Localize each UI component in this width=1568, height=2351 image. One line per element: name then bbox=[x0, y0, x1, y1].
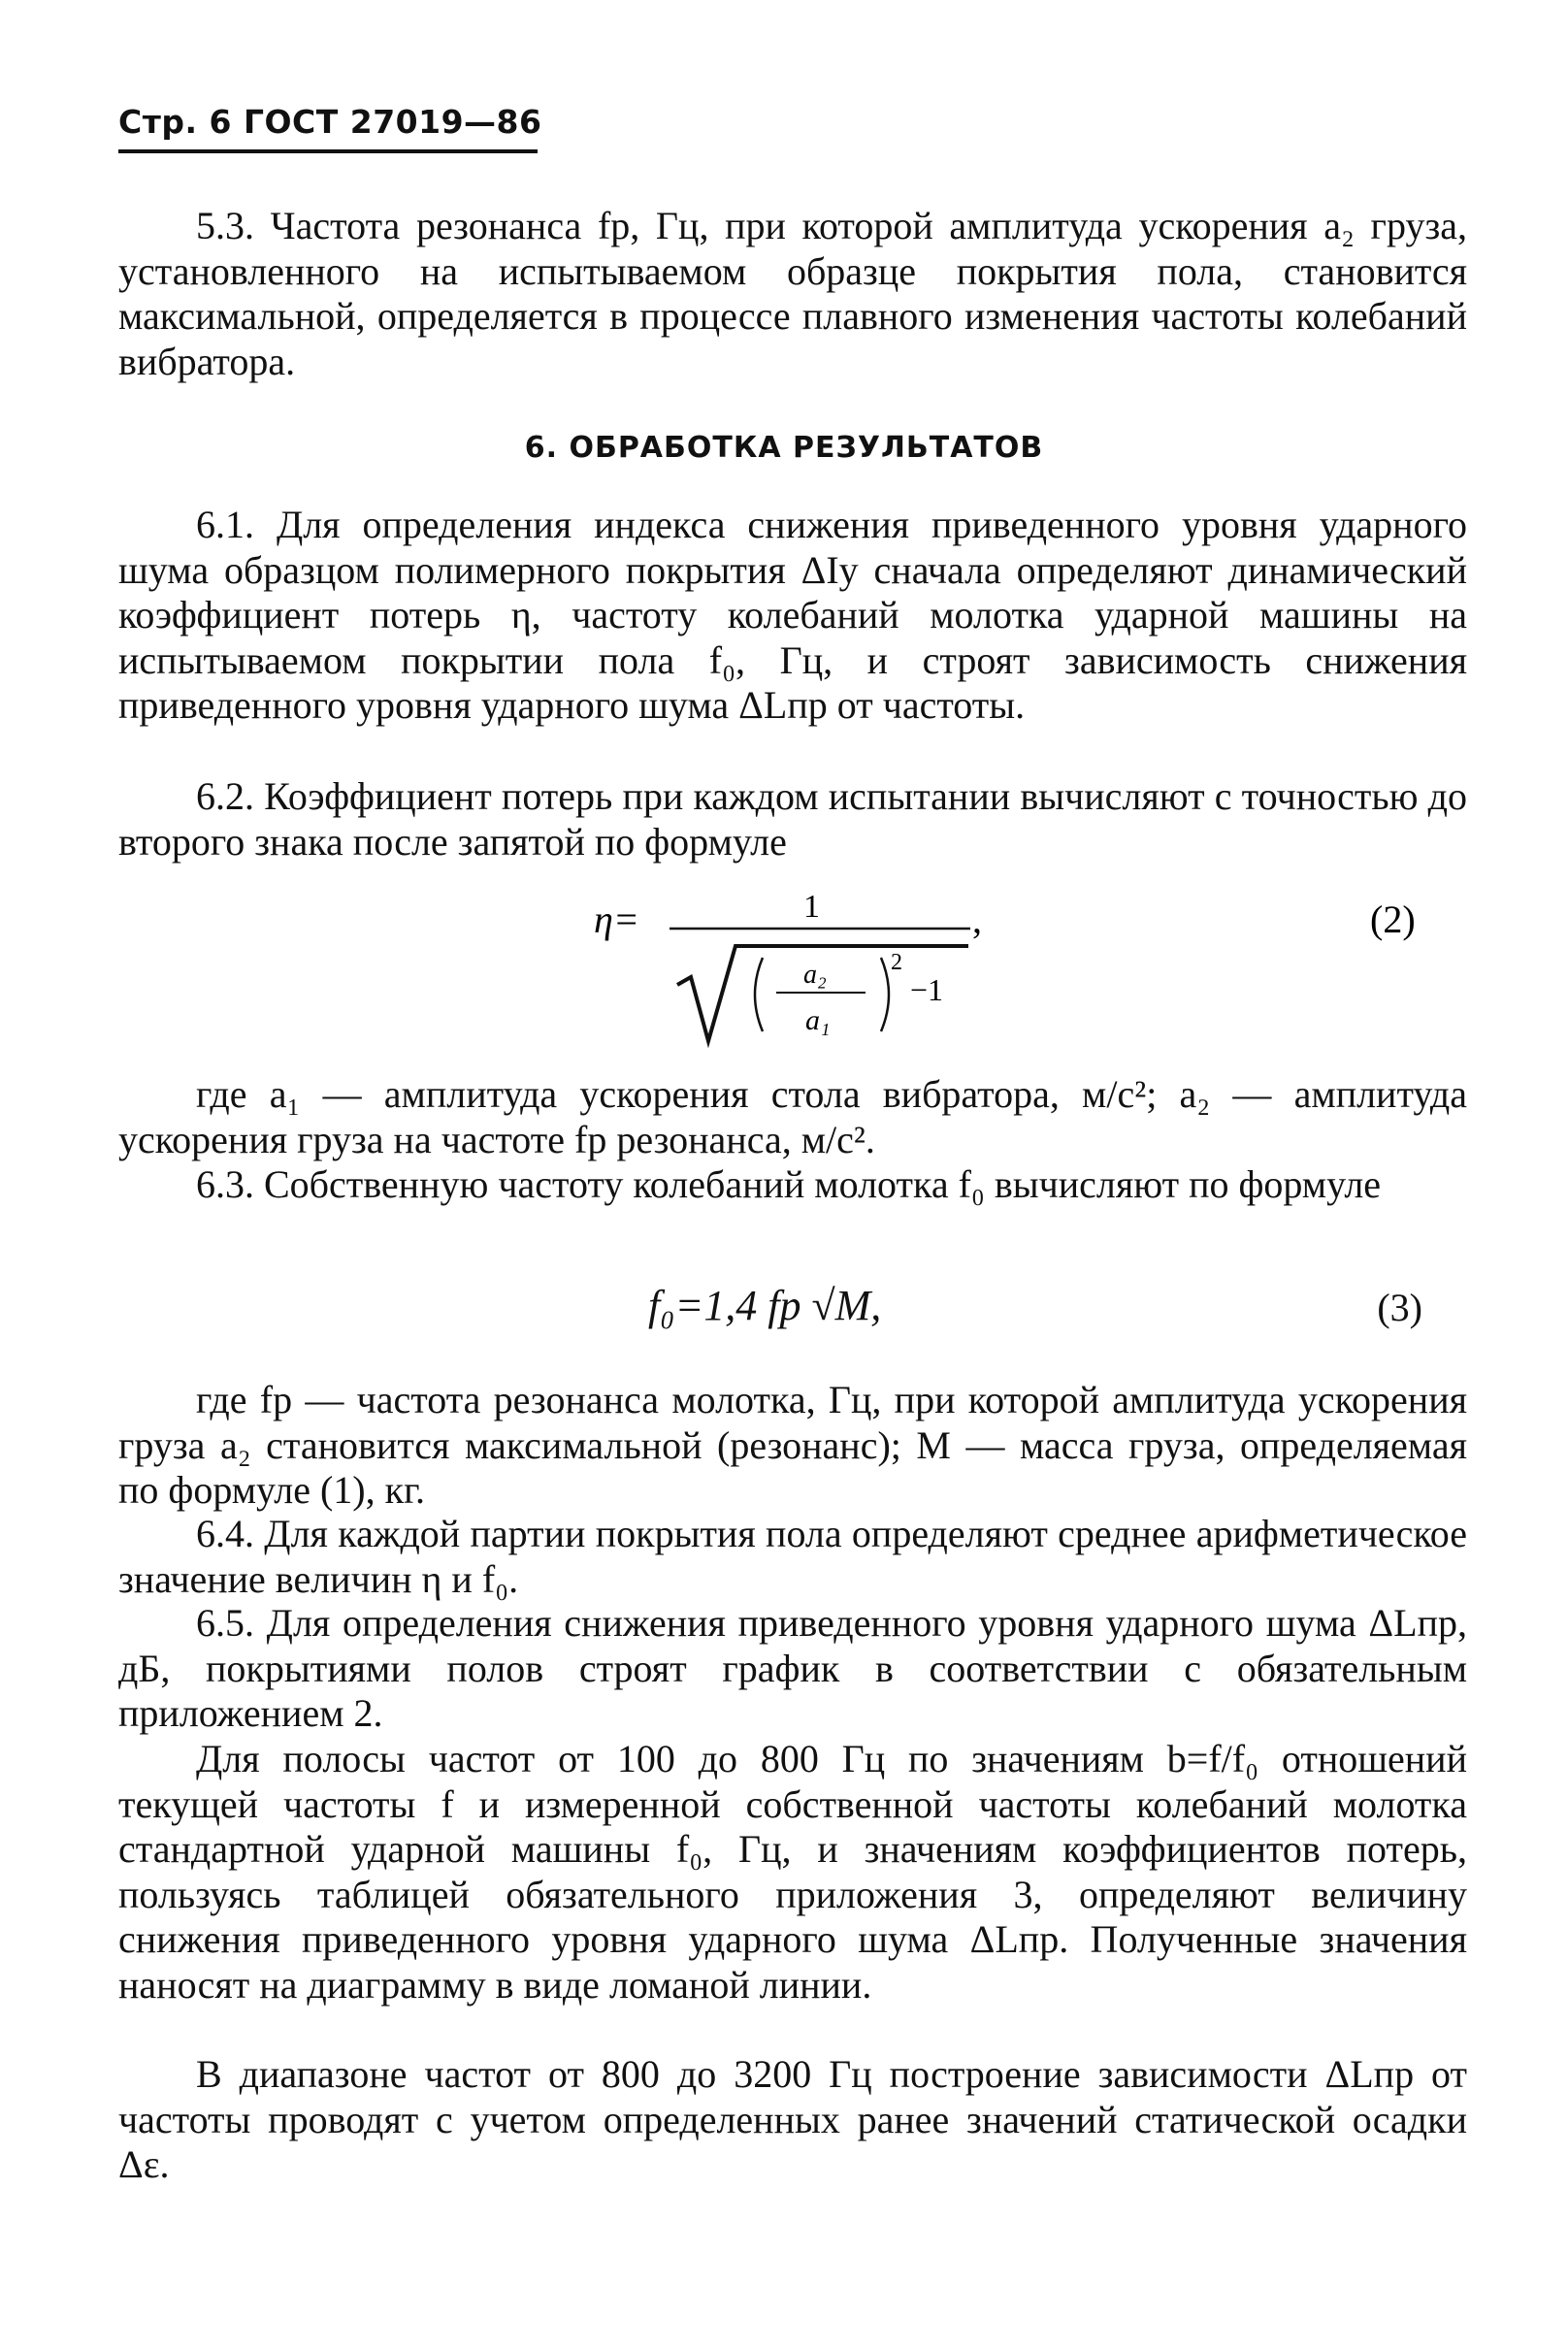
paragraph-6-2-where: где a₁ — амплитуда ускорения стола вибратора, м/с²; a₂ — амплитуда ускорения груза на частоте fр резонанса, м/с². bbox=[118, 1072, 1467, 1161]
header-rule bbox=[118, 149, 538, 153]
formula-2-exponent: 2 bbox=[891, 950, 902, 975]
formula-3-number: (3) bbox=[1377, 1286, 1422, 1329]
running-header: Стр. 6 ГОСТ 27019—86 bbox=[118, 103, 542, 141]
paragraph-6-4: 6.4. Для каждой партии покрытия пола определяют среднее арифметическое значение величин η и f₀. bbox=[118, 1512, 1467, 1601]
section-title: 6. ОБРАБОТКА РЕЗУЛЬТАТОВ bbox=[524, 431, 1044, 465]
paragraph-6-2: 6.2. Коэффициент потерь при каждом испытании вычисляют с точностью до второго знака после запятой по формуле bbox=[118, 774, 1467, 864]
formula-2-minus-one: −1 bbox=[910, 972, 944, 1007]
paragraph-6-3-where: где fр — частота резонанса молотка, Гц, при которой амплитуда ускорения груза a₂ становится максимальной (резонанс); M — масса груза, определяемая по формуле (1), кг. bbox=[118, 1378, 1467, 1512]
formula-2-inner-denominator: a₁ bbox=[805, 1004, 831, 1036]
formula-3 bbox=[0, 1281, 1568, 1349]
paragraph-6-1: 6.1. Для определения индекса снижения приведенного уровня ударного шума образцом полимерного покрытия ΔIу сначала определяют динамический коэффициент потерь η, частоту колебаний молотка ударной машины на испытываемом покрытии пола f₀, Гц, и строят зависимость снижения приведенного уровня ударного шума ΔLпр от частоты. bbox=[118, 503, 1467, 727]
paragraph-6-5-b: Для полосы частот от 100 до 800 Гц по значениям b=f/f₀ отношений текущей частоты f и измеренной собственной частоты колебаний молотка стандартной ударной машины f₀, Гц, и значениям коэффициентов потерь, пользуясь таблицей обязательного приложения 3, определяют величину снижения приведенного уровня ударного шума ΔLпр. Полученные значения наносят на диаграмму в виде ломаной линии. bbox=[118, 1737, 1467, 2007]
formula-3-expression: f₀=1,4 fр √M, bbox=[648, 1282, 882, 1329]
formula-2-inner-numerator: a₂ bbox=[803, 960, 827, 990]
formula-2-right-paren bbox=[881, 958, 889, 1031]
formula-2-trailing: , bbox=[972, 898, 982, 941]
formula-2 bbox=[0, 878, 1568, 1053]
formula-2-number: (2) bbox=[1370, 898, 1416, 941]
formula-2-lhs: η= bbox=[594, 898, 639, 941]
paragraph-6-5: 6.5. Для определения снижения приведенного уровня ударного шума ΔLпр, дБ, покрытиями полов строят график в соответствии с обязательным приложением 2. bbox=[118, 1601, 1467, 1735]
formula-2-numerator: 1 bbox=[803, 889, 820, 925]
formula-2-graphic bbox=[0, 878, 1568, 1053]
formula-2-left-paren bbox=[755, 958, 763, 1031]
paragraph-6-3: 6.3. Собственную частоту колебаний молотка f₀ вычисляют по формуле bbox=[196, 1162, 1382, 1206]
paragraph-6-5-c: В диапазоне частот от 800 до 3200 Гц построение зависимости ΔLпр от частоты проводят с учетом определенных ранее значений статической осадки Δε. bbox=[118, 2052, 1467, 2186]
paragraph-5-3: 5.3. Частота резонанса fр, Гц, при которой амплитуда ускорения a₂ груза, установленного на испытываемом образце покрытия пола, становится максимальной, определяется в процессе плавного изменения частоты колебаний вибратора. bbox=[118, 204, 1467, 383]
